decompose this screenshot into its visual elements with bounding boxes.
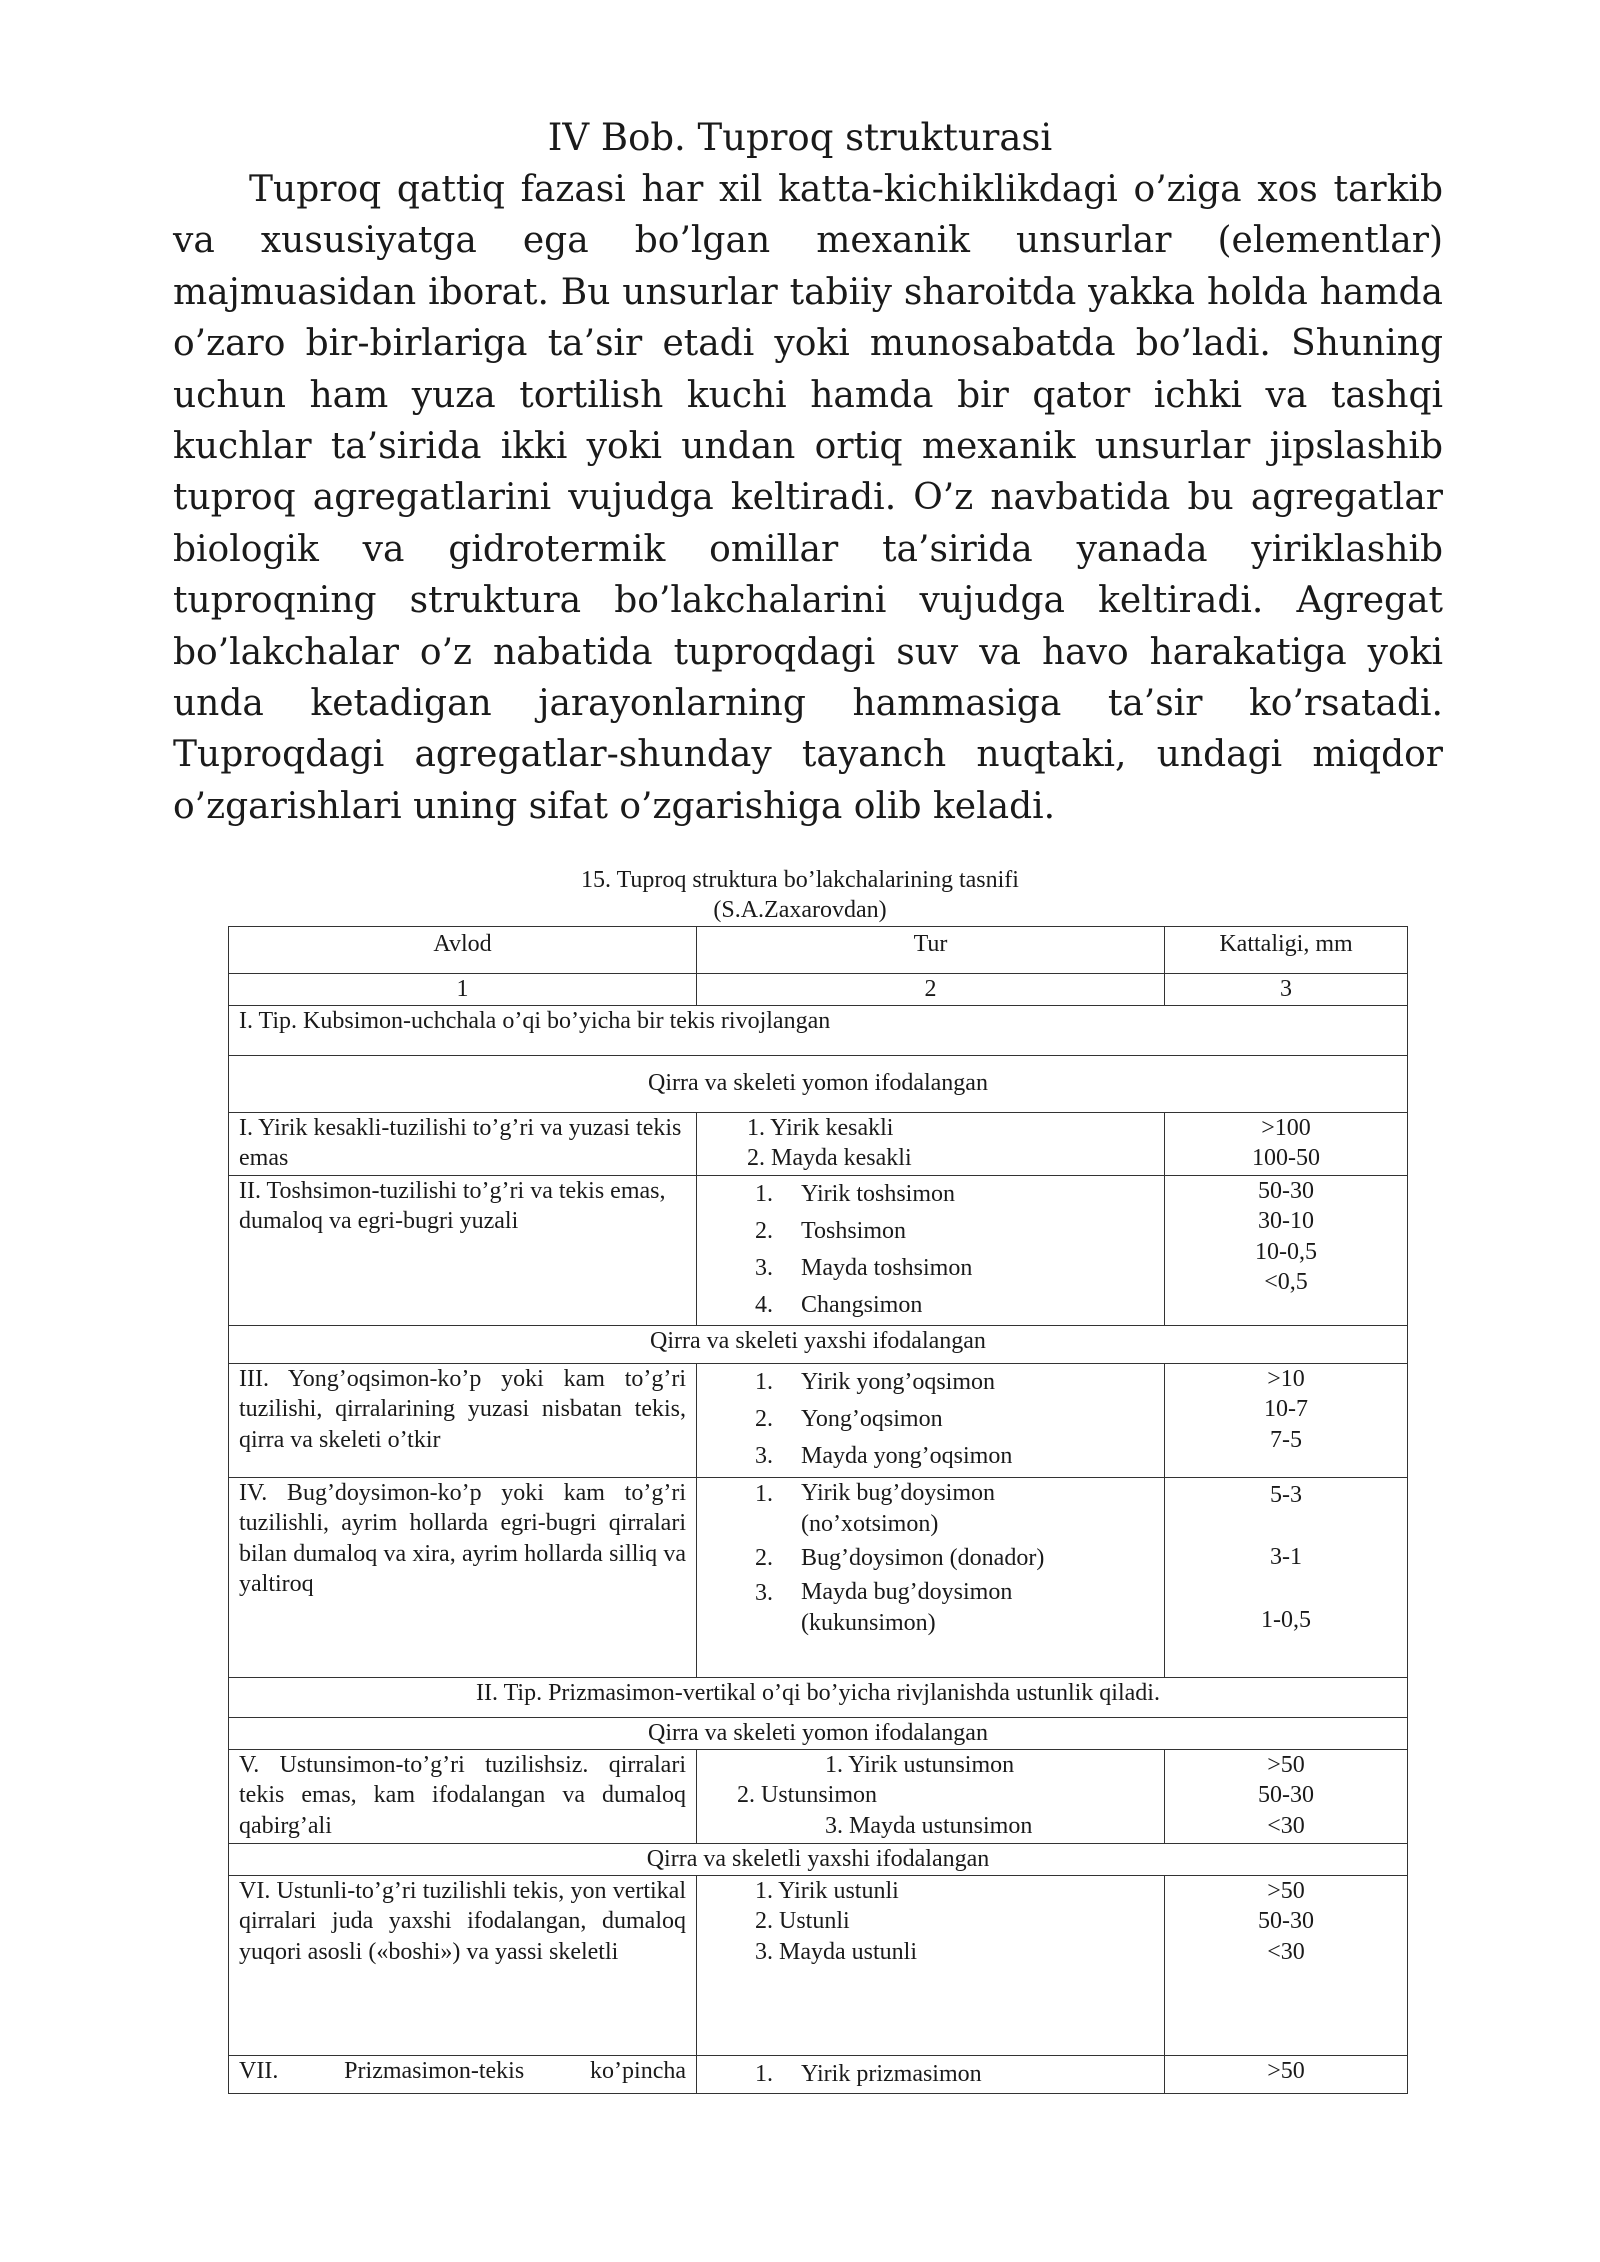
tur-item: 3. Mayda yong’oqsimon	[755, 1442, 1013, 1469]
size-value: >50	[1267, 1751, 1305, 1778]
col-number-2: 2	[697, 974, 1165, 1006]
subheading-row	[229, 1717, 1408, 1749]
table-row	[229, 1112, 1408, 1175]
tur-cell	[697, 1112, 1165, 1175]
tur-item: 2. Yong’oqsimon	[755, 1405, 943, 1432]
header-tur: Tur	[697, 927, 1165, 974]
size-cell	[1165, 1875, 1408, 2055]
size-cell	[1165, 1363, 1408, 1477]
size-value: 3-1	[1270, 1544, 1302, 1570]
body-paragraph: Tuproq qattiq fazasi har xil katta-kichiklikdagi o’ziga xos tarkib va xususiyatga ega bo’lgan mexanik unsurlar (elementlar) majmuasidan iborat. Bu unsurlar tabiiy sharoitda yakka holda hamda o’zaro bir-birlariga ta’sir etadi yoki munosabatda bo’ladi. Shuning uchun ham yuza tortilish kuchi hamda bir qator ichki va tashqi kuchlar ta’sirida ikki yoki undan ortiq mexanik unsurlar jipslashib tuproq agregatlarini vujudga keltiradi. O’z navbatida bu agregatlar biologik va gidrotermik omillar ta’sirida yanada yiriklashib tuproqning struktura bo’lakchalarini vujudga keltiradi. Agregat bo’lakchalar o’z nabatida tuproqdagi suv va havo harakatiga yoki unda ketadigan jarayonlarning hammasiga ta’sir ko’rsatadi. Tuproqdagi agregatlar-shunday tayanch nuqtaki, undagi miqdor o’zgarishlari uning sifat o’zgarishiga olib keladi.	[173, 169, 1443, 827]
tur-item: 1. Yirik prizmasimon	[755, 2060, 982, 2087]
table-row	[229, 2055, 1408, 2093]
tur-item: 1. Yirik ustunsimon	[825, 1751, 1015, 1778]
avlod-cell: VII. Prizmasimon-tekis ko’pincha	[229, 2055, 697, 2093]
subheading: Qirra va skeleti yomon ifodalangan	[229, 1055, 1408, 1112]
avlod-cell: VI. Ustunli-to’g’ri tuzilishli tekis, yon vertikal qirralari juda yaxshi ifodalangan, dumaloq yuqori asosli («boshi») va yassi skeletli	[229, 1875, 697, 2055]
subheading: Qirra va skeletli yaxshi ifodalangan	[229, 1843, 1408, 1875]
tur-item: 3. Mayda ustunsimon	[825, 1812, 1033, 1839]
size-cell	[1165, 2055, 1408, 2093]
size-value: <0,5	[1264, 1269, 1308, 1295]
tur-item: 2. Bug’doysimon (donador)	[755, 1544, 1045, 1571]
size-value: 50-30	[1258, 1908, 1314, 1934]
avlod-cell: III. Yong’oqsimon-ko’p yoki kam to’g’ri tuzilishi, qirralarining yuzasi nisbatan tekis, qirra va skeleti o’tkir	[229, 1363, 697, 1477]
size-value: 100-50	[1252, 1145, 1320, 1171]
size-value: >10	[1267, 1365, 1305, 1392]
header-kattaligi: Kattaligi, mm	[1165, 927, 1408, 974]
size-value: <30	[1267, 1938, 1305, 1965]
size-value: 7-5	[1270, 1426, 1302, 1453]
tur-cell	[697, 2055, 1165, 2093]
size-cell	[1165, 1175, 1408, 1325]
size-value: 10-0,5	[1255, 1238, 1317, 1265]
size-value: >50	[1267, 2057, 1305, 2084]
table-caption-source: (S.A.Zaxarovdan)	[713, 897, 887, 923]
size-value: 30-10	[1258, 1208, 1314, 1234]
tur-cell	[697, 1175, 1165, 1325]
size-value: 5-3	[1270, 1481, 1302, 1508]
type-row	[229, 1677, 1408, 1717]
table-caption: 15. Tuproq struktura bo’lakchalarining tasnifi	[581, 867, 1019, 893]
subheading-row	[229, 1325, 1408, 1363]
avlod-cell: IV. Bug’doysimon-ko’p yoki kam to’g’ri tuzilishli, ayrim hollarda egri-bugri qirralari bilan dumaloq va xira, ayrim hollarda silliq va yaltiroq	[229, 1477, 697, 1677]
column-number-row	[229, 974, 1408, 1006]
type-heading: II. Tip. Prizmasimon-vertikal o’qi bo’yicha rivjlanishda ustunlik qiladi.	[229, 1677, 1408, 1717]
subheading: Qirra va skeleti yaxshi ifodalangan	[229, 1325, 1408, 1363]
tur-item: 3. Mayda bug’doysimon (kukunsimon)	[755, 1578, 1013, 1636]
col-number-3: 3	[1165, 974, 1408, 1006]
table-row	[229, 1175, 1408, 1325]
tur-item: 1. Yirik yong’oqsimon	[755, 1368, 996, 1395]
chapter-title: IV Bob. Tuproq strukturasi	[547, 116, 1053, 159]
subheading: Qirra va skeleti yomon ifodalangan	[229, 1717, 1408, 1749]
tur-item: 1. Yirik ustunli	[755, 1877, 899, 1904]
avlod-cell: II. Toshsimon-tuzilishi to’g’ri va tekis emas, dumaloq va egri-bugri yuzali	[229, 1175, 697, 1325]
subheading-row	[229, 1055, 1408, 1112]
size-value: 50-30	[1258, 1782, 1314, 1808]
avlod-cell: I. Yirik kesakli-tuzilishi to’g’ri va yuzasi tekis emas	[229, 1112, 697, 1175]
tur-cell	[697, 1363, 1165, 1477]
table-row	[229, 1749, 1408, 1843]
tur-cell	[697, 1477, 1165, 1677]
size-value: 10-7	[1264, 1396, 1308, 1422]
classification-table	[228, 926, 1408, 2094]
tur-cell	[697, 1875, 1165, 2055]
size-value: <30	[1267, 1812, 1305, 1839]
table-row	[229, 1477, 1408, 1677]
subheading-row	[229, 1843, 1408, 1875]
size-cell	[1165, 1749, 1408, 1843]
tur-item: 2. Ustunli	[755, 1908, 850, 1934]
size-value: >50	[1267, 1877, 1305, 1904]
tur-item: 3. Mayda toshsimon	[755, 1254, 973, 1281]
type-heading: I. Tip. Kubsimon-uchchala o’qi bo’yicha bir tekis rivojlangan	[229, 1005, 1408, 1055]
size-value: >100	[1261, 1114, 1311, 1141]
size-cell	[1165, 1112, 1408, 1175]
size-value: 1-0,5	[1261, 1606, 1311, 1633]
avlod-cell: V. Ustunsimon-to’g’ri tuzilishsiz. qirralari tekis emas, kam ifodalangan va dumaloq qabirg’ali	[229, 1749, 697, 1843]
tur-item: 3. Mayda ustunli	[755, 1938, 917, 1965]
table-row	[229, 1363, 1408, 1477]
tur-cell	[697, 1749, 1165, 1843]
type-row	[229, 1005, 1408, 1055]
col-number-1: 1	[229, 974, 697, 1006]
tur-item: 2. Toshsimon	[755, 1217, 906, 1244]
tur-item: 4. Changsimon	[755, 1291, 923, 1318]
tur-item: 1. Yirik toshsimon	[755, 1180, 956, 1207]
tur-item: 2. Mayda kesakli	[747, 1145, 912, 1171]
table-header-row	[229, 927, 1408, 974]
size-cell	[1165, 1477, 1408, 1677]
table-row	[229, 1875, 1408, 2055]
header-avlod: Avlod	[229, 927, 697, 974]
tur-item: 2. Ustunsimon	[737, 1782, 878, 1808]
size-value: 50-30	[1258, 1177, 1314, 1204]
tur-item: 1. Yirik kesakli	[747, 1114, 894, 1141]
tur-item: 1. Yirik bug’doysimon (no’xotsimon)	[755, 1479, 996, 1537]
